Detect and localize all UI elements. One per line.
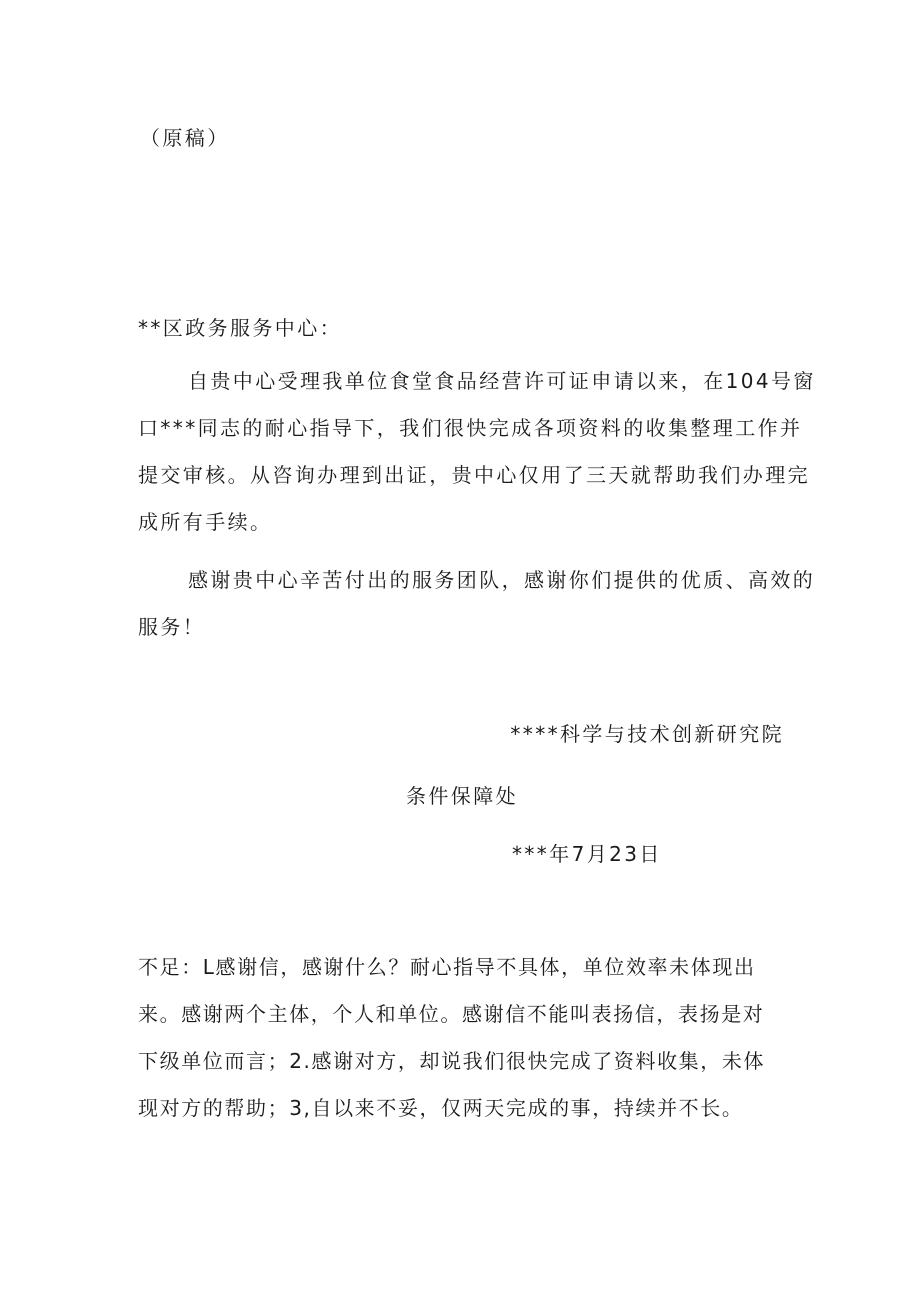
paragraph-2-line: 服务！ [138,615,206,639]
paragraph-1-line: 成所有手续。 [138,510,273,534]
letter-paragraph-1 [138,358,816,546]
paragraph-1-line: 自贵中心受理我单位食堂食品经营许可证申请以来，在104号窗 [188,369,816,393]
critique-line: 不足：L感谢信，感谢什么？耐心指导不具体，单位效率未体现出 [138,955,756,979]
critique-line: 来。感谢两个主体，个人和单位。感谢信不能叫表扬信，表扬是对 [138,1002,765,1026]
salutation: **区政务服务中心： [138,316,342,340]
critique-line: 现对方的帮助；3,自以来不妥，仅两天完成的事，持续并不长。 [138,1096,744,1120]
critique-line: 下级单位而言；2.感谢对方，却说我们很快完成了资料收集，未体 [138,1049,766,1073]
critique-notes [138,944,798,1132]
paragraph-2-line: 感谢贵中心辛苦付出的服务团队，感谢你们提供的优质、高效的 [188,568,816,592]
paragraph-1-line: 提交审核。从咨询办理到出证，贵中心仅用了三天就帮助我们办理完 [138,463,810,487]
signature-date: ***年7月23日 [512,842,662,866]
signature-organization: ****科学与技术创新研究院 [510,722,784,746]
paragraph-1-line: 口***同志的耐心指导下，我们很快完成各项资料的收集整理工作并 [138,416,803,440]
draft-label: （原稿） [140,126,230,150]
signature-department: 条件保障处 [406,784,518,808]
letter-paragraph-2 [138,557,816,651]
